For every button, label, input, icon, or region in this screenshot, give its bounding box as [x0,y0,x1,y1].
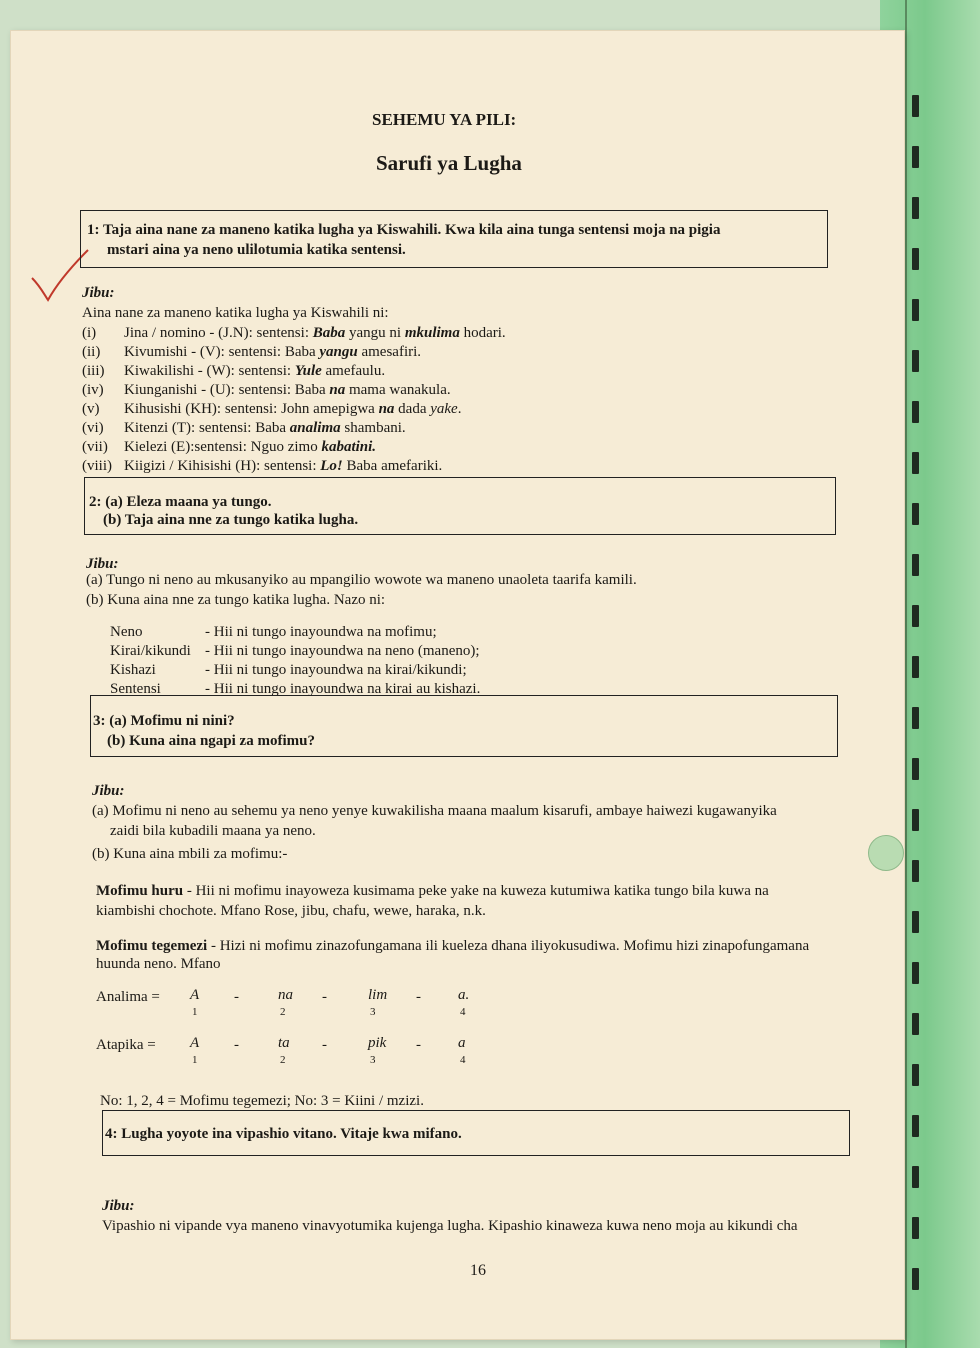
mofimu-huru-line2: kiambishi chochote. Mfano Rose, jibu, chafu, wewe, haraka, n.k. [96,903,486,919]
word-class-item [124,343,421,362]
section-heading: SEHEMU YA PILI: [372,110,517,129]
word-class-mid: yangu ni [345,325,405,341]
answer-3b: (b) Kuna aina mbili za mofimu:- [92,846,288,862]
question-3-box [90,695,838,757]
word-class-pre: Kitenzi (T): sentensi: Baba [124,420,290,436]
morpheme-part: ta [278,1035,290,1051]
morpheme-number: 3 [370,1054,376,1066]
word-class-number: (v) [82,401,100,417]
question-1-line2: mstari aina ya neno ulilotumia katika sentensi. [107,242,406,258]
mofimu-huru-term: Mofimu huru [96,883,184,899]
word-class-mid: dada [394,401,431,417]
question-4-prompt: 4: Lugha yoyote ina vipashio vitano. Vitaje kwa mifano. [105,1126,462,1142]
binder-hole [912,1064,919,1086]
page-title: Sarufi ya Lugha [376,151,522,175]
word-class-pre: Kiunganishi - (U): sentensi: Baba [124,382,330,398]
document-page [10,30,905,1340]
answer-2b: (b) Kuna aina nne za tungo katika lugha. Nazo ni: [86,592,386,608]
binder-hole [912,401,919,423]
binder-hole [912,962,919,984]
morpheme-separator: - [416,1037,421,1053]
binder-hole [912,146,919,168]
word-class-number: (iii) [82,363,105,379]
word-class-post: mama wanakula. [345,382,451,398]
morpheme-number: 4 [460,1006,466,1018]
binder-hole [912,758,919,780]
answer-label-4: Jibu: [102,1198,135,1214]
morpheme-number: 1 [192,1054,198,1066]
morpheme-separator: - [234,1037,239,1053]
question-2-line2: (b) Taja aina nne za tungo katika lugha. [103,512,359,528]
word-class-post: amefaulu. [321,363,386,379]
word-class-w1: na [378,401,395,417]
binder-hole [912,605,919,627]
word-class-w1: Baba [312,325,346,341]
tungo-type-description: - Hii ni tungo inayoundwa na mofimu; [205,624,437,640]
word-class-item [124,362,385,381]
punch-hole [868,835,904,871]
word-class-post: amesafiri. [357,344,422,360]
word-class-w1: na [329,382,346,398]
word-class-pre: Kielezi (E):sentensi: Nguo zimo [124,439,322,455]
question-1-box [80,210,828,268]
word-class-w2: mkulima [404,325,460,341]
binder-hole [912,911,919,933]
answer-3a-line2: zaidi bila kubadili maana ya neno. [110,823,316,839]
word-class-number: (ii) [82,344,101,360]
binder-hole [912,860,919,882]
question-3-line1: 3: (a) Mofimu ni nini? [93,713,235,729]
word-class-pre: Jina / nomino - (J.N): sentensi: [124,325,313,341]
binder-hole [912,554,919,576]
mofimu-tegemezi-line2: huunda neno. Mfano [96,956,221,972]
tungo-type-description: - Hii ni tungo inayoundwa na neno (maneno); [205,643,480,659]
word-class-pre: Kivumishi - (V): sentensi: Baba [124,344,320,360]
tungo-type-term: Kirai/kikundi [110,643,191,659]
word-class-pre: Kihusishi (KH): sentensi: John amepigwa [124,401,379,417]
morpheme-number: 2 [280,1006,286,1018]
example-word: Analima = [96,989,160,1005]
mofimu-huru-line1 [96,882,769,901]
binder-hole [912,248,919,270]
answer-label-1: Jibu: [82,285,115,301]
binder-hole [912,299,919,321]
binder-hole [912,1166,919,1188]
answer-1-intro: Aina nane za maneno katika lugha ya Kiswahili ni: [82,305,389,321]
question-2-line1: 2: (a) Eleza maana ya tungo. [89,494,272,510]
morpheme-part: lim [368,987,388,1003]
word-class-item [124,419,406,438]
binder-hole [912,1013,919,1035]
word-class-number: (vi) [82,420,104,436]
morpheme-note: No: 1, 2, 4 = Mofimu tegemezi; No: 3 = Kiini / mzizi. [100,1093,424,1109]
word-class-post: . [457,401,462,417]
tungo-type-description: - Hii ni tungo inayoundwa na kirai au kishazi. [205,681,481,697]
word-class-pre: Kiigizi / Kihisishi (H): sentensi: [124,458,321,474]
morpheme-part: A [190,1035,200,1051]
word-class-item [124,381,451,400]
binder-hole [912,503,919,525]
binder-hole [912,95,919,117]
word-class-item [124,400,461,419]
tungo-type-term: Sentensi [110,681,161,697]
morpheme-number: 2 [280,1054,286,1066]
word-class-item [124,324,506,343]
morpheme-number: 4 [460,1054,466,1066]
word-class-w1: Yule [294,363,322,379]
word-class-w1: analima [289,420,341,436]
word-class-w1: kabatini. [321,439,377,455]
question-2-box [84,477,836,535]
morpheme-number: 3 [370,1006,376,1018]
word-class-item [124,438,376,457]
tungo-type-term: Neno [110,624,143,640]
mofimu-tegemezi-desc: - Hizi ni mofimu zinazofungamana ili kueleza dhana iliyokusudiwa. Mofimu hizi zinapofungamana [207,938,810,954]
word-class-item [124,457,442,476]
word-class-post: hodari. [459,325,506,341]
mofimu-tegemezi-line1 [96,937,809,956]
morpheme-part: a. [458,987,470,1003]
question-1-line1: 1: Taja aina nane za maneno katika lugha ya Kiswahili. Kwa kila aina tunga sentensi moja na pigia [87,222,721,238]
binder-hole [912,809,919,831]
binder-hole [912,197,919,219]
tungo-type-description: - Hii ni tungo inayoundwa na kirai/kikundi; [205,662,467,678]
binder-hole [912,707,919,729]
word-class-number: (i) [82,325,97,341]
mofimu-tegemezi-term: Mofimu tegemezi [96,938,208,954]
example-word: Atapika = [96,1037,156,1053]
word-class-number: (vii) [82,439,108,455]
question-4-box [102,1110,850,1156]
binder-hole [912,656,919,678]
binder-hole [912,452,919,474]
page-number: 16 [470,1262,486,1279]
answer-label-3: Jibu: [92,783,125,799]
morpheme-number: 1 [192,1006,198,1018]
binder-hole [912,1217,919,1239]
word-class-w2: yake [430,401,458,417]
morpheme-part: na [278,987,293,1003]
word-class-w1: Lo! [320,458,343,474]
word-class-number: (viii) [82,458,112,474]
tungo-type-term: Kishazi [110,662,156,678]
morpheme-separator: - [416,989,421,1005]
answer-3a-line1: (a) Mofimu ni neno au sehemu ya neno yenye kuwakilisha maana maalum kisarufi, ambaye haiwezi kugawanyika [92,803,777,819]
morpheme-separator: - [322,1037,327,1053]
word-class-number: (iv) [82,382,104,398]
binder-hole [912,1115,919,1137]
binder-hole [912,350,919,372]
answer-label-2: Jibu: [86,556,119,572]
answer-2a: (a) Tungo ni neno au mkusanyiko au mpangilio wowote wa maneno unaoleta taarifa kamili. [86,572,637,588]
question-3-line2: (b) Kuna aina ngapi za mofimu? [107,733,315,749]
mofimu-huru-desc: - Hii ni mofimu inayoweza kusimama peke yake na kuweza kutumiwa katika tungo bila kuwa na [183,883,769,899]
morpheme-part: A [190,987,200,1003]
answer-4-line1: Vipashio ni vipande vya maneno vinavyotumika kujenga lugha. Kipashio kinaweza kuwa neno moja au kikundi cha [102,1218,798,1234]
morpheme-part: a [458,1035,466,1051]
morpheme-part: pik [368,1035,387,1051]
word-class-w1: yangu [319,344,358,360]
word-class-pre: Kiwakilishi - (W): sentensi: [124,363,295,379]
morpheme-separator: - [234,989,239,1005]
binder-edge [905,0,907,1348]
word-class-post: Baba amefariki. [342,458,443,474]
word-class-post: shambani. [340,420,406,436]
morpheme-separator: - [322,989,327,1005]
binder-hole [912,1268,919,1290]
